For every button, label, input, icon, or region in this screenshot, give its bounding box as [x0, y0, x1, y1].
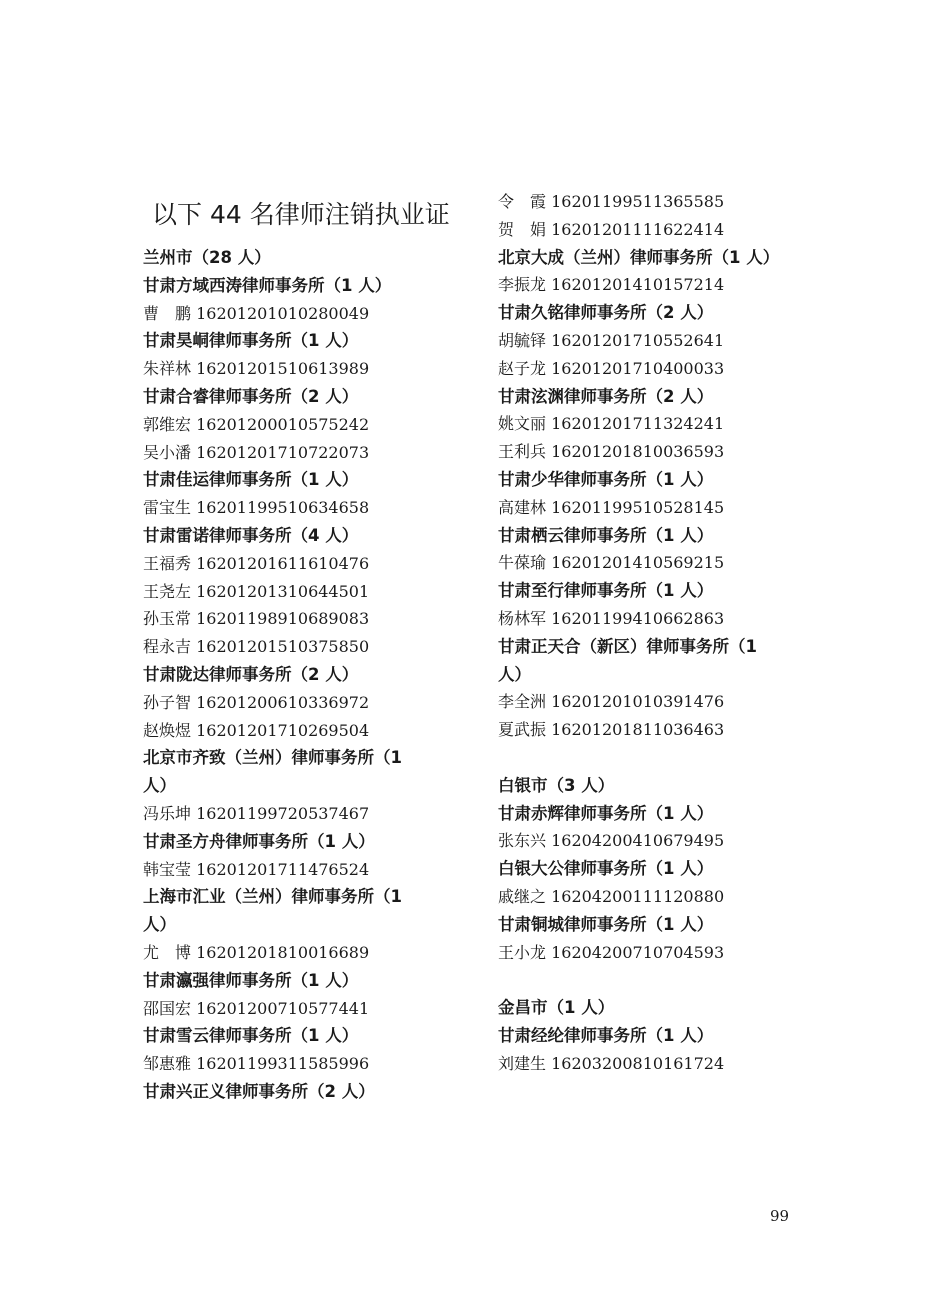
law-firm-heading: 甘肃陇达律师事务所（2 人）	[143, 664, 359, 684]
left-column	[143, 244, 443, 1106]
lawyer-entry: 邵国宏 16201200710577441	[143, 998, 370, 1018]
law-firm-heading: 甘肃久铭律师事务所（2 人）	[498, 303, 714, 323]
law-firm-heading: 甘肃雪云律师事务所（1 人）	[143, 1026, 359, 1046]
lawyer-entry: 曹 鹏 16201201010280049	[143, 303, 370, 323]
law-firm-heading: 甘肃方域西涛律师事务所（1 人）	[143, 275, 392, 295]
lawyer-entry: 牛葆瑜 16201201410569215	[498, 553, 725, 573]
lawyer-entry: 刘建生 16203200810161724	[498, 1053, 725, 1073]
city-heading: 兰州市（28 人）	[143, 248, 271, 267]
lawyer-entry: 高建林 16201199510528145	[498, 497, 725, 517]
lawyer-entry: 杨林军 16201199410662863	[498, 608, 725, 628]
lawyer-entry: 尤 博 16201201810016689	[143, 942, 370, 962]
law-firm-heading: 甘肃兴正义律师事务所（2 人）	[143, 1081, 375, 1101]
law-firm-heading: 白银大公律师事务所（1 人）	[498, 859, 714, 879]
lawyer-entry: 雷宝生 16201199510634658	[143, 498, 370, 518]
lawyer-entry: 李全洲 16201201010391476	[498, 692, 725, 712]
lawyer-entry: 王小龙 16204200710704593	[498, 942, 725, 962]
lawyer-entry: 王尧左 16201201310644501	[143, 581, 370, 601]
law-firm-heading: 甘肃正天合（新区）律师事务所（1	[498, 636, 757, 656]
lawyer-entry: 赵焕煜 16201201710269504	[143, 720, 370, 740]
lawyer-entry: 王福秀 16201201611610476	[143, 553, 370, 573]
law-firm-heading: 甘肃赤辉律师事务所（1 人）	[498, 803, 714, 823]
page-title: 以下 44 名律师注销执业证	[152, 200, 450, 229]
lawyer-entry: 戚继之 16204200111120880	[498, 886, 725, 906]
blank-line	[498, 966, 798, 994]
lawyer-entry: 程永吉 16201201510375850	[143, 637, 370, 657]
law-firm-heading: 北京市齐致（兰州）律师事务所（1	[143, 748, 402, 768]
law-firm-heading: 甘肃合睿律师事务所（2 人）	[143, 386, 359, 406]
city-heading: 金昌市（1 人）	[498, 998, 615, 1018]
lawyer-entry: 孙子智 16201200610336972	[143, 692, 370, 712]
page-number: 99	[770, 1207, 790, 1225]
lawyer-entry: 韩宝莹 16201201711476524	[143, 859, 370, 879]
lawyer-entry: 朱祥林 16201201510613989	[143, 359, 370, 379]
law-firm-heading: 人）	[498, 664, 531, 684]
law-firm-heading: 甘肃圣方舟律师事务所（1 人）	[143, 831, 375, 851]
lawyer-entry: 孙玉常 16201198910689083	[143, 609, 370, 629]
lawyer-entry: 王利兵 16201201810036593	[498, 442, 725, 462]
law-firm-heading: 人）	[143, 915, 176, 935]
lawyer-entry: 姚文丽 16201201711324241	[498, 414, 725, 434]
law-firm-heading: 甘肃少华律师事务所（1 人）	[498, 469, 714, 489]
law-firm-heading: 北京大成（兰州）律师事务所（1 人）	[498, 247, 780, 267]
law-firm-heading: 甘肃至行律师事务所（1 人）	[498, 581, 714, 601]
lawyer-entry: 冯乐坤 16201199720537467	[143, 803, 370, 823]
lawyer-entry: 李振龙 16201201410157214	[498, 275, 725, 295]
city-heading: 白银市（3 人）	[498, 775, 615, 795]
lawyer-entry: 赵子龙 16201201710400033	[498, 358, 725, 378]
lawyer-entry: 夏武振 16201201811036463	[498, 720, 725, 740]
law-firm-heading: 甘肃瀛强律师事务所（1 人）	[143, 970, 359, 990]
blank-line	[498, 744, 798, 772]
law-firm-heading: 甘肃泫渊律师事务所（2 人）	[498, 386, 714, 406]
law-firm-heading: 甘肃雷诺律师事务所（4 人）	[143, 525, 359, 545]
law-firm-heading: 甘肃昊峒律师事务所（1 人）	[143, 331, 359, 351]
law-firm-heading: 甘肃栖云律师事务所（1 人）	[498, 525, 714, 545]
right-column	[498, 188, 798, 1078]
lawyer-entry: 郭维宏 16201200010575242	[143, 414, 370, 434]
lawyer-entry: 胡毓铎 16201201710552641	[498, 330, 725, 350]
law-firm-heading: 人）	[143, 776, 176, 796]
lawyer-entry: 贺 娟 16201201111622414	[498, 219, 725, 239]
law-firm-heading: 甘肃佳运律师事务所（1 人）	[143, 470, 359, 490]
law-firm-heading: 上海市汇业（兰州）律师事务所（1	[143, 887, 402, 907]
law-firm-heading: 甘肃经纶律师事务所（1 人）	[498, 1025, 714, 1045]
lawyer-entry: 张东兴 16204200410679495	[498, 831, 725, 851]
lawyer-entry: 令 霞 16201199511365585	[498, 192, 725, 211]
law-firm-heading: 甘肃铜城律师事务所（1 人）	[498, 914, 714, 934]
lawyer-entry: 邹惠雅 16201199311585996	[143, 1054, 370, 1074]
lawyer-entry: 吴小潘 16201201710722073	[143, 442, 370, 462]
